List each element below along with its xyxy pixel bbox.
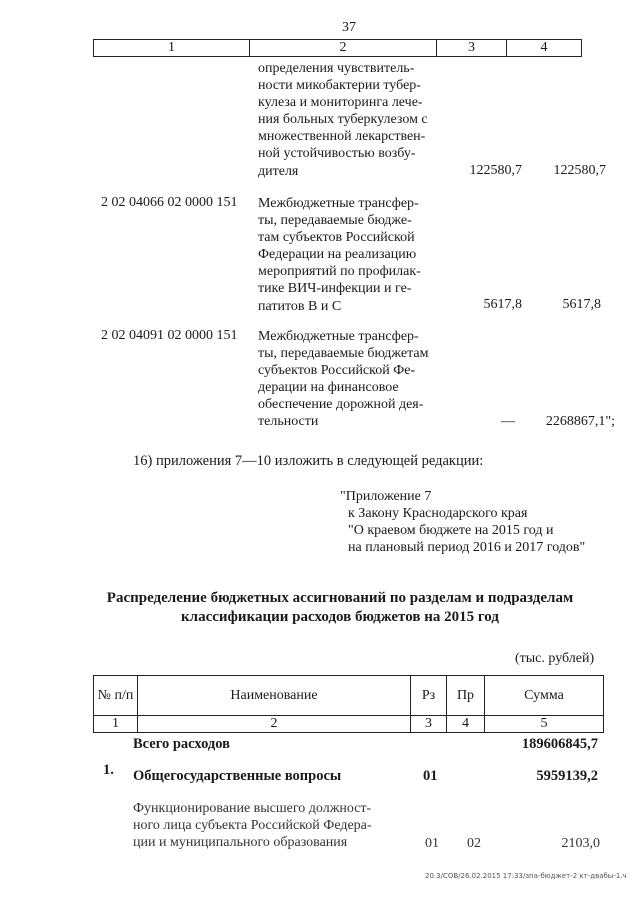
total-sum: 189606845,7 — [521, 736, 598, 752]
budget-row-value-col3: 5617,8 — [483, 297, 522, 312]
description-line: обеспечение дорожной дея- — [258, 397, 424, 413]
section-number: 1. — [103, 762, 114, 778]
units-label: (тыс. рублей) — [515, 651, 595, 666]
description-line: ной устойчивостью возбу- — [258, 146, 416, 162]
section-sum: 5959139,2 — [536, 768, 598, 784]
description-line: Федерации на реализацию — [258, 247, 417, 263]
annex-line: к Закону Краснодарского края — [348, 506, 528, 521]
column-number: 1 — [94, 716, 138, 733]
subsection-pr: 02 — [467, 836, 481, 851]
header-sum: Сумма — [485, 676, 604, 716]
header-number: № п/п — [94, 676, 138, 716]
header-name: Наименование — [138, 676, 411, 716]
column-number: 3 — [411, 716, 447, 733]
total-label: Всего расходов — [133, 736, 230, 752]
subsection-line: ного лица субъекта Российской Федера- — [133, 818, 372, 833]
table-header-columns — [93, 39, 582, 57]
annex-line: "Приложение 7 — [340, 489, 432, 504]
document-title — [60, 589, 620, 627]
column-number: 4 — [447, 716, 485, 733]
budget-row-description — [258, 195, 441, 315]
description-line: мероприятий по профилак- — [258, 264, 421, 280]
budget-row-value-col4: 5617,8 — [562, 297, 601, 312]
annex-line: на плановый период 2016 и 2017 годов" — [348, 540, 586, 555]
title-line: классификации расходов бюджетов на 2015 год — [181, 609, 499, 625]
budget-row-value-col3: 122580,7 — [469, 163, 522, 178]
budget-row-description — [258, 60, 441, 180]
column-header: 4 — [506, 40, 581, 56]
description-line: Межбюджетные трансфер- — [258, 196, 419, 211]
description-line: там субъектов Российской — [258, 230, 415, 246]
annex-line: "О краевом бюджете на 2015 год и — [348, 523, 554, 538]
annex-reference — [340, 488, 585, 556]
section-rz: 01 — [423, 768, 438, 784]
expenditure-table-header — [93, 675, 604, 733]
budget-row-code: 2 02 04066 02 0000 151 — [101, 195, 238, 210]
title-line: Распределение бюджетных ассигнований по разделам и подразделам — [106, 590, 574, 606]
description-line: ния больных туберкулезом с — [258, 112, 428, 128]
section-label: Общегосударственные вопросы — [133, 768, 342, 784]
header-pr: Пр — [447, 676, 485, 716]
description-line: дителя — [258, 163, 299, 179]
description-line: ты, передаваемые бюдже- — [258, 213, 412, 229]
header-rz: Рз — [411, 676, 447, 716]
description-line: множественной лекарствен- — [258, 129, 426, 145]
description-line: Межбюджетные трансфер- — [258, 329, 419, 344]
subsection-rz: 01 — [425, 836, 439, 851]
description-line: кулеза и мониторинга лече- — [258, 95, 423, 111]
budget-row-value-col4: 122580,7 — [553, 163, 606, 178]
amendment-paragraph: 16) приложения 7—10 изложить в следующей редакции: — [133, 453, 484, 469]
description-line: тике ВИЧ-инфекции и ге- — [258, 281, 412, 297]
description-line: патитов В и С — [258, 298, 342, 314]
footer-stamp: 20.3/СОВ/26.02.2015 17:33/зпа-бюджет-2 кт-двабы-1.ч — [425, 872, 627, 880]
page-number: 37 — [342, 20, 356, 35]
column-header: 2 — [249, 40, 436, 56]
subsection-description — [133, 800, 410, 851]
column-number: 2 — [138, 716, 411, 733]
subsection-line: Функционирование высшего должност- — [133, 801, 372, 816]
column-header: 3 — [436, 40, 506, 56]
description-line: определения чувствитель- — [258, 61, 415, 76]
budget-row-value-col4: 2268867,1"; — [545, 414, 615, 429]
budget-row-description — [258, 328, 441, 431]
subsection-line: ции и муниципального образования — [133, 835, 348, 850]
budget-row-code: 2 02 04091 02 0000 151 — [101, 328, 238, 343]
subsection-sum: 2103,0 — [561, 836, 600, 851]
budget-row-value-col3: — — [501, 414, 515, 429]
description-line: дерации на финансовое — [258, 380, 399, 396]
column-number: 5 — [485, 716, 604, 733]
description-line: ты, передаваемые бюджетам — [258, 346, 429, 362]
column-header: 1 — [168, 40, 175, 55]
description-line: тельности — [258, 414, 319, 430]
description-line: ности микобактерии тубер- — [258, 78, 421, 94]
description-line: субъектов Российской Фе- — [258, 363, 416, 379]
